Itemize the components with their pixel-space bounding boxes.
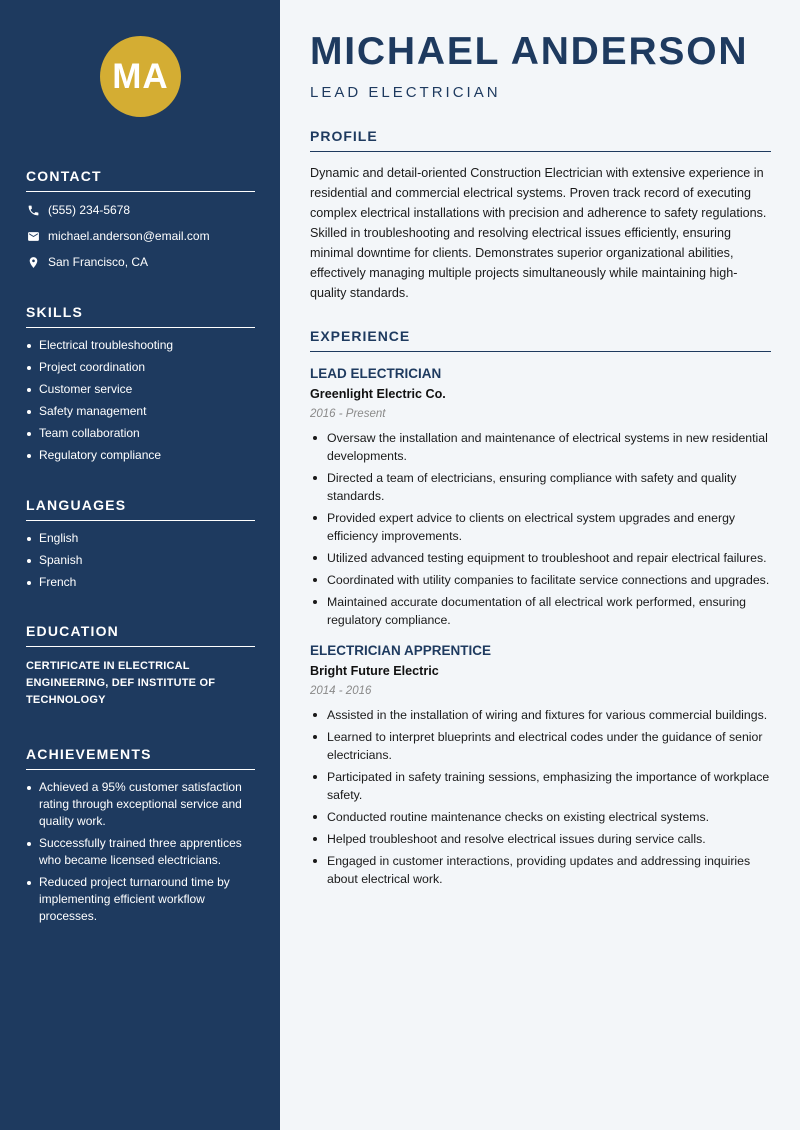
contact-location (26, 249, 255, 275)
skills-heading: SKILLS (26, 304, 255, 328)
job-bullets (310, 706, 771, 888)
profile-heading: PROFILE (310, 128, 771, 152)
list-item: Coordinated with utility companies to facilitate service connections and upgrades. (310, 571, 771, 589)
contact-email-text: michael.anderson@email.com (48, 229, 210, 243)
list-item: Provided expert advice to clients on electrical system upgrades and energy efficiency improvements. (310, 509, 771, 545)
job-entry (310, 366, 771, 629)
list-item: Maintained accurate documentation of all electrical work performed, ensuring regulatory compliance. (310, 593, 771, 629)
list-item: Team collaboration (26, 425, 255, 442)
job-entry (310, 643, 771, 888)
contact-section (26, 168, 255, 275)
list-item: Successfully trained three apprentices who became licensed electricians. (26, 835, 255, 869)
list-item: Conducted routine maintenance checks on existing electrical systems. (310, 808, 771, 826)
candidate-title: LEAD ELECTRICIAN (310, 84, 501, 101)
job-company: Greenlight Electric Co. (310, 387, 446, 401)
list-item: English (26, 530, 255, 547)
list-item: Participated in safety training sessions, emphasizing the importance of workplace safety. (310, 768, 771, 804)
email-icon (26, 229, 40, 243)
achievements-section (26, 746, 255, 930)
list-item: Directed a team of electricians, ensuring compliance with safety and quality standards. (310, 469, 771, 505)
job-role: LEAD ELECTRICIAN (310, 366, 442, 381)
phone-icon (26, 203, 40, 217)
list-item: Customer service (26, 381, 255, 398)
list-item: Regulatory compliance (26, 447, 255, 464)
education-heading: EDUCATION (26, 623, 255, 647)
avatar: MA (100, 36, 181, 117)
languages-heading: LANGUAGES (26, 497, 255, 521)
profile-text: Dynamic and detail-oriented Construction Electrician with extensive experience in residential and commercial electrical systems. Proven track record of executing complex electrical installations with precision and adherence to safety regulations. Skilled in troubleshooting and resolving electrical issues efficiently, ensuring minimal downtime for clients. Demonstrates superior organizational abilities, effectively managing multiple projects simultaneously while maintaining high-quality standards. (310, 166, 767, 300)
job-period: 2014 - 2016 (310, 685, 372, 697)
list-item: Project coordination (26, 359, 255, 376)
list-item: Engaged in customer interactions, providing updates and addressing inquiries about electrical work. (310, 852, 771, 888)
education-section (26, 623, 255, 709)
sidebar (0, 0, 280, 1130)
list-item: Oversaw the installation and maintenance of electrical systems in new residential developments. (310, 429, 771, 465)
contact-heading: CONTACT (26, 168, 255, 192)
job-period: 2016 - Present (310, 408, 386, 420)
languages-list (26, 530, 255, 591)
list-item: Assisted in the installation of wiring and fixtures for various commercial buildings. (310, 706, 771, 724)
experience-section (310, 328, 771, 892)
contact-location-text: San Francisco, CA (48, 255, 149, 269)
experience-heading: EXPERIENCE (310, 328, 771, 352)
contact-phone-text: (555) 234-5678 (48, 203, 131, 217)
list-item: Helped troubleshoot and resolve electrical issues during service calls. (310, 830, 771, 848)
list-item: Reduced project turnaround time by implementing efficient workflow processes. (26, 874, 255, 925)
list-item: Safety management (26, 403, 255, 420)
skills-section (26, 304, 255, 469)
achievements-list (26, 779, 255, 925)
contact-phone (26, 197, 255, 223)
skills-list (26, 337, 255, 464)
list-item: French (26, 574, 255, 591)
languages-section (26, 497, 255, 596)
job-bullets (310, 429, 771, 629)
job-role: ELECTRICIAN APPRENTICE (310, 643, 492, 658)
education-text: CERTIFICATE IN ELECTRICAL ENGINEERING, DEF INSTITUTE OF TECHNOLOGY (26, 660, 216, 706)
candidate-name: MICHAEL ANDERSON (310, 30, 749, 73)
job-company: Bright Future Electric (310, 664, 439, 678)
location-icon (26, 255, 40, 269)
achievements-heading: ACHIEVEMENTS (26, 746, 255, 770)
list-item: Spanish (26, 552, 255, 569)
list-item: Electrical troubleshooting (26, 337, 255, 354)
contact-email (26, 223, 255, 249)
list-item: Learned to interpret blueprints and electrical codes under the guidance of senior electricians. (310, 728, 771, 764)
list-item: Achieved a 95% customer satisfaction rating through exceptional service and quality work. (26, 779, 255, 830)
list-item: Utilized advanced testing equipment to troubleshoot and repair electrical failures. (310, 549, 771, 567)
profile-section (310, 128, 771, 303)
